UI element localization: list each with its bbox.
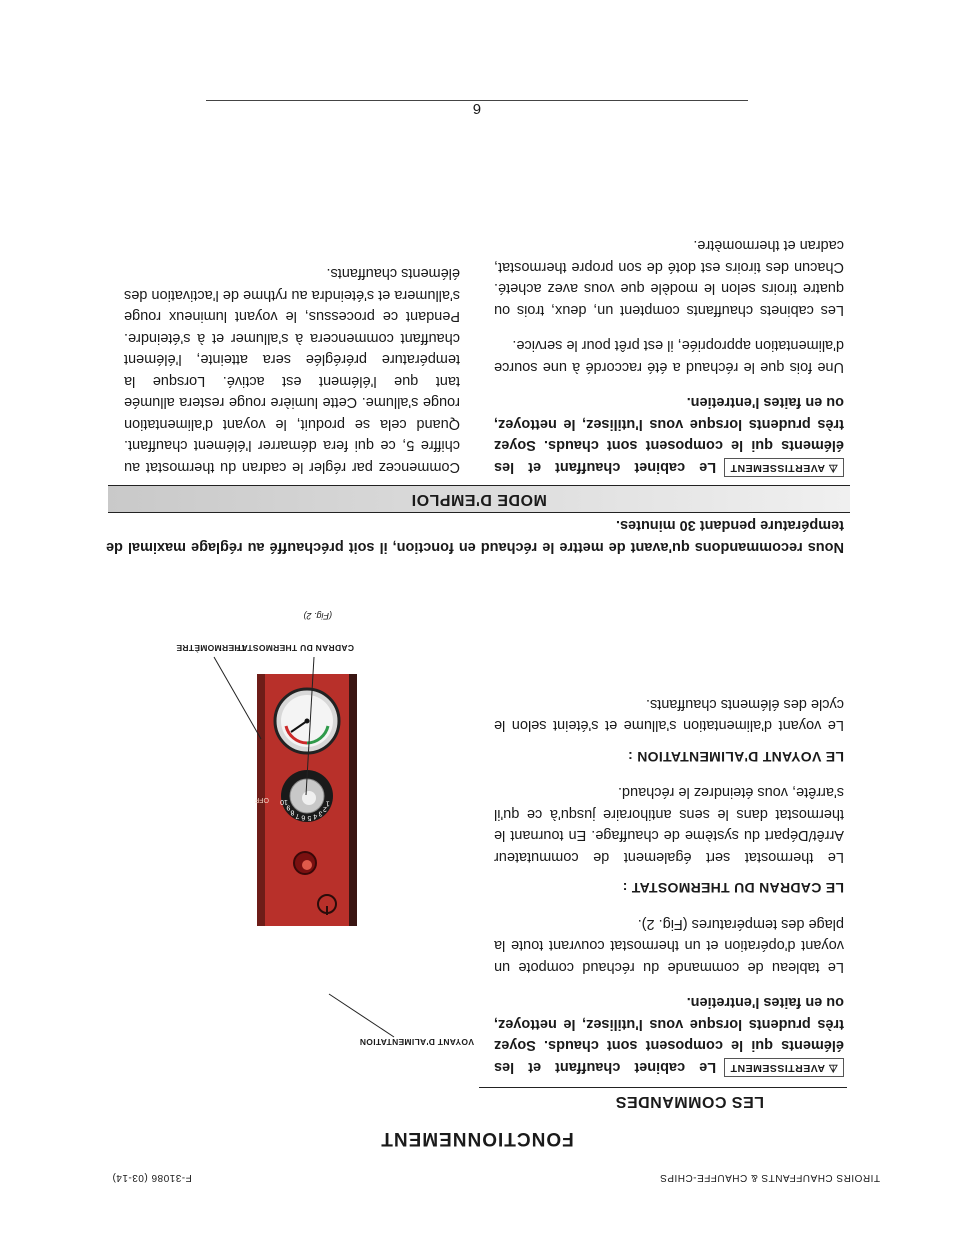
commandes-intro: Le tableau de commande du réchaud compote un voyant d'opération et un thermostat couvrant toute la plage des températures (Fig. 2). — [494, 916, 844, 975]
recommendation-text: Nous recommandons qu'avant de mettre le réchaud en fonction, il soit préchauffé au réglage maximal de température pendant 30 minutes. — [106, 517, 844, 555]
dial-off-label: OFF — [255, 796, 269, 803]
voyant-text: Le voyant d'alimentation s'allume et s'éteint selon le cycle des éléments chauffants. — [494, 696, 844, 734]
pointer-cadran — [306, 657, 314, 795]
dial-number: 4 — [313, 812, 318, 820]
page-number: 6 — [472, 100, 482, 117]
dial-number: 1 — [325, 799, 330, 807]
pointer-thermometer — [214, 657, 261, 739]
warning-badge-mode: ⚠ AVERTISSEMENT — [724, 458, 844, 477]
label-voyant: VOYANT D'ALIMENTATION — [359, 1037, 474, 1047]
dial-number: 6 — [301, 813, 306, 821]
pointer-voyant — [329, 994, 394, 1037]
section-heading-commandes: LES COMMANDES — [615, 1093, 764, 1110]
warning-icon: ⚠ — [828, 462, 838, 474]
cadran-text: Le thermostat sert également de commutateur Arrêt/Départ du système de chauffage. En tournant le thermostat dans le sens antihoraire jusqu'à ce qu'il s'arrête, vous éteindrez le réchaud. — [494, 784, 844, 865]
section-bar-mode — [108, 485, 850, 513]
header-doc-title: TIROIRS CHAUFFANTS & CHAUFFE-CHIPS — [659, 1172, 880, 1183]
figure-caption: (Fig. 2) — [303, 611, 332, 621]
mode-para-2: Les cabinets chauffants comptent un, deux, trois ou quatre tiroirs selon le modèle que vous avez acheté. Chacun des tiroirs est doté de son propre thermostat, cadran et thermomètre. — [494, 237, 844, 318]
mode-instructions: Commencez par régler le cadran du thermostat au chiffre 5, ce qui fera démarrer l'élément chauffant. Quand cela se produit, le voyant d'alimentation rouge s'allume. Cette lumière rouge restera allumée tant que l'élément est activé. Lorsque la température préréglée sera atteinte, l'élément chauffant commencera à s'allumer et à s'éteindre. Pendant ce processus, le voyant lumineux rouge s'allumera et s'éteindra au rythme de l'activation des éléments chauffants. — [124, 265, 460, 475]
label-thermometer: THERMOMÈTRE — [176, 643, 246, 653]
warning-text: Le cabinet chauffant et les éléments qui le composent sont chauds. Soyez très prudents lorsque vous l'utilisez, le nettoyez, ou en faites l'entretien. — [494, 994, 844, 1075]
dial-number: 9 — [286, 803, 291, 811]
mode-right-column — [124, 248, 460, 477]
header-doc-code: F-31086 (03-14) — [112, 1172, 192, 1183]
dial-number: 2 — [322, 804, 327, 812]
warning-text-mode: Le cabinet chauffant et les éléments qui le composent sont chauds. Soyez très prudents lorsque vous l'utilisez, le nettoyez, ou en faites l'entretien. — [494, 394, 844, 475]
mode-para-1: Une fois que le réchaud a été raccordé à une source d'alimentation appropriée, il est prêt pour le service. — [494, 337, 844, 375]
label-cadran: CADRAN DU THERMOSTAT — [236, 643, 354, 653]
cadran-heading: LE CADRAN DU THERMOSTAT : — [622, 880, 844, 897]
warning-badge: ⚠ AVERTISSEMENT — [724, 1058, 844, 1077]
dial-number: 5 — [307, 813, 312, 821]
voyant-heading: LE VOYANT D'ALIMENTATION : — [627, 749, 844, 765]
section-heading-mode: MODE D'EMPLOI — [411, 491, 547, 508]
dial-number: 3 — [318, 809, 323, 817]
dial-number: 7 — [295, 811, 300, 819]
dial-number: 10 — [280, 798, 288, 806]
warning-icon: ⚠ — [828, 1062, 838, 1074]
mode-left-column — [494, 220, 844, 477]
dial-number: 8 — [290, 808, 295, 816]
page-title: FONCTIONNEMENT — [380, 1128, 574, 1149]
